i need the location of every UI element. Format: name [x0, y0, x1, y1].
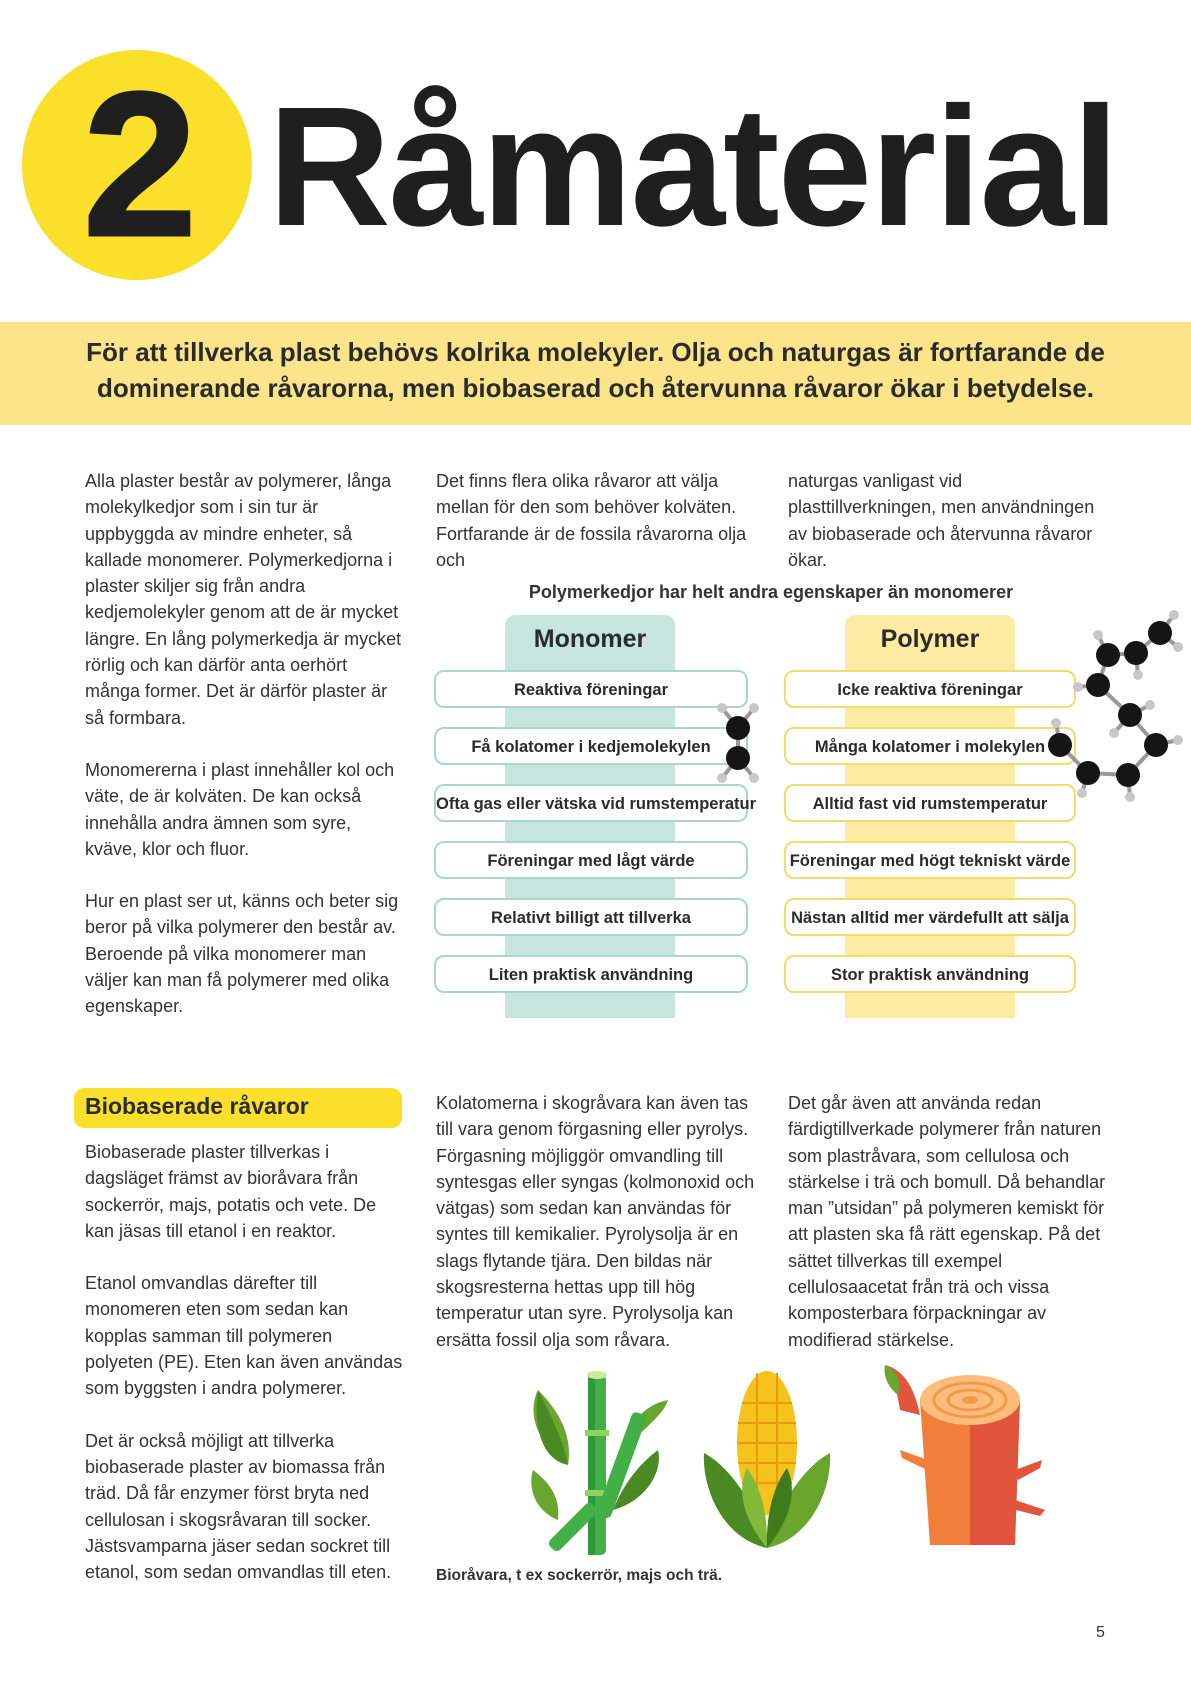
corn-icon [702, 1368, 832, 1550]
polymer-property: Nästan alltid mer värdefullt att sälja [784, 898, 1076, 936]
monomer-property: Reaktiva föreningar [434, 670, 748, 708]
monomer-property: Få kolatomer i kedjemolekylen [434, 727, 748, 765]
paragraph: naturgas vanligast vid plasttillverkningen, men användningen av biobaserade och återvunna råvaror ökar. [788, 471, 1095, 570]
page-number: 5 [1096, 1624, 1105, 1641]
polymer-heading: Polymer [880, 625, 980, 653]
paragraph: Hur en plast ser ut, känns och beter sig beror på vilka polymerer den består av. Beroende på vilka monomerer man väljer kan man få polymerer med olika egenskaper. [85, 891, 399, 1017]
monomer-property: Liten praktisk användning [434, 955, 748, 993]
diagram-title: Polymerkedjor har helt andra egenskaper än monomerer [528, 582, 1014, 602]
monomer-heading: Monomer [533, 625, 647, 653]
polymer-property: Föreningar med högt tekniskt värde [784, 841, 1076, 879]
paragraph: Alla plaster består av polymerer, långa molekylkedjor som i sin tur är uppbyggda av mindre enheter, så kallade monomerer. Polymerkedjorna i plaster skiljer sig från andra kedjemolekyler genom att de är mycket längre. En lång polymerkedja är mycket rörlig och kan därför anta oerhört många former. Det är därför plaster är så formbara. [85, 471, 402, 728]
paragraph: Monomererna i plast innehåller kol och väte, de är kolväten. De kan också innehålla andra ämnen som syre, kväve, klor och fluor. [85, 759, 395, 859]
polymer-property: Stor praktisk användning [784, 955, 1076, 993]
tree-stump-icon [880, 1360, 1045, 1550]
bio-column-3 [788, 1090, 1108, 1379]
intro-column-3 [788, 468, 1108, 599]
monomer-molecule-icon [712, 698, 768, 788]
bio-column-1 [85, 1139, 405, 1611]
section-heading: Biobaserade råvaror [85, 1093, 309, 1119]
polymer-property: Många kolatomer i molekylen [784, 727, 1076, 765]
illustration-caption: Bioråvara, t ex sockerrör, majs och trä. [436, 1567, 723, 1584]
monomer-property: Relativt billigt att tillverka [434, 898, 748, 936]
lead-text: För att tillverka plast behövs kolrika molekyler. Olja och naturgas är fortfarande de dominerande råvarorna, men biobaserad och återvunna råvaror ökar i betydelse. [86, 337, 1105, 403]
paragraph: Etanol omvandlas därefter till monomeren eten som sedan kan kopplas samman till polymeren polyeten (PE). Eten kan även användas som byggsten i andra polymerer. [85, 1273, 403, 1399]
monomer-property: Ofta gas eller vätska vid rumstemperatur [434, 784, 748, 822]
monomer-property: Föreningar med lågt värde [434, 841, 748, 879]
polymer-molecule-icon [1038, 605, 1188, 805]
paragraph: Biobaserade plaster tillverkas i dagsläget främst av bioråvara från sockerrör, majs, potatis och vete. De kan jäsas till etanol i en reaktor. [85, 1142, 377, 1241]
paragraph: Det är också möjligt att tillverka biobaserade plaster av biomassa från träd. Då får enzymer först bryta ned cellulosan i skogsråvaran till socker. Jästsvamparna jäser sedan sockret till etanol, som sedan omvandlas till eten. [85, 1430, 392, 1583]
polymer-property: Alltid fast vid rumstemperatur [784, 784, 1076, 822]
paragraph: Det finns flera olika råvaror att välja mellan för den som behöver kolväten. Fortfarande är de fossila råvarorna olja och [436, 471, 747, 570]
paragraph: Kolatomerna i skogråvara kan även tas till vara genom förgasning eller pyrolys. Förgasning möjliggör omvandling till syntesgas eller syngas (kolmonoxid och vätgas) som sedan kan användas för syntes till kemikalier. Pyrolysolja är en slags flytande tjära. Den bildas när skogsresterna hettas upp till hög temperatur utan syre. Pyrolysolja kan ersätta fossil olja som råvara. [436, 1093, 755, 1350]
intro-column-1 [85, 468, 405, 1046]
sugarcane-icon [528, 1370, 668, 1560]
chapter-number: 2 [82, 50, 197, 279]
page-title: Råmaterial [268, 72, 1118, 262]
paragraph: Det går även att använda redan färdigtillverkade polymerer från naturen som plastråvara, som cellulosa och stärkelse i trä och bomull. Då behandlar man ”utsidan” på polymeren kemiskt för att plasten ska få rätt egenskap. På det sättet tillverkas till exempel cellulosaacetat från trä och vissa komposterbara förpackningar av modifierad stärkelse. [788, 1093, 1106, 1350]
intro-column-2 [436, 468, 756, 599]
polymer-property: Icke reaktiva föreningar [784, 670, 1076, 708]
bio-column-2 [436, 1090, 756, 1379]
